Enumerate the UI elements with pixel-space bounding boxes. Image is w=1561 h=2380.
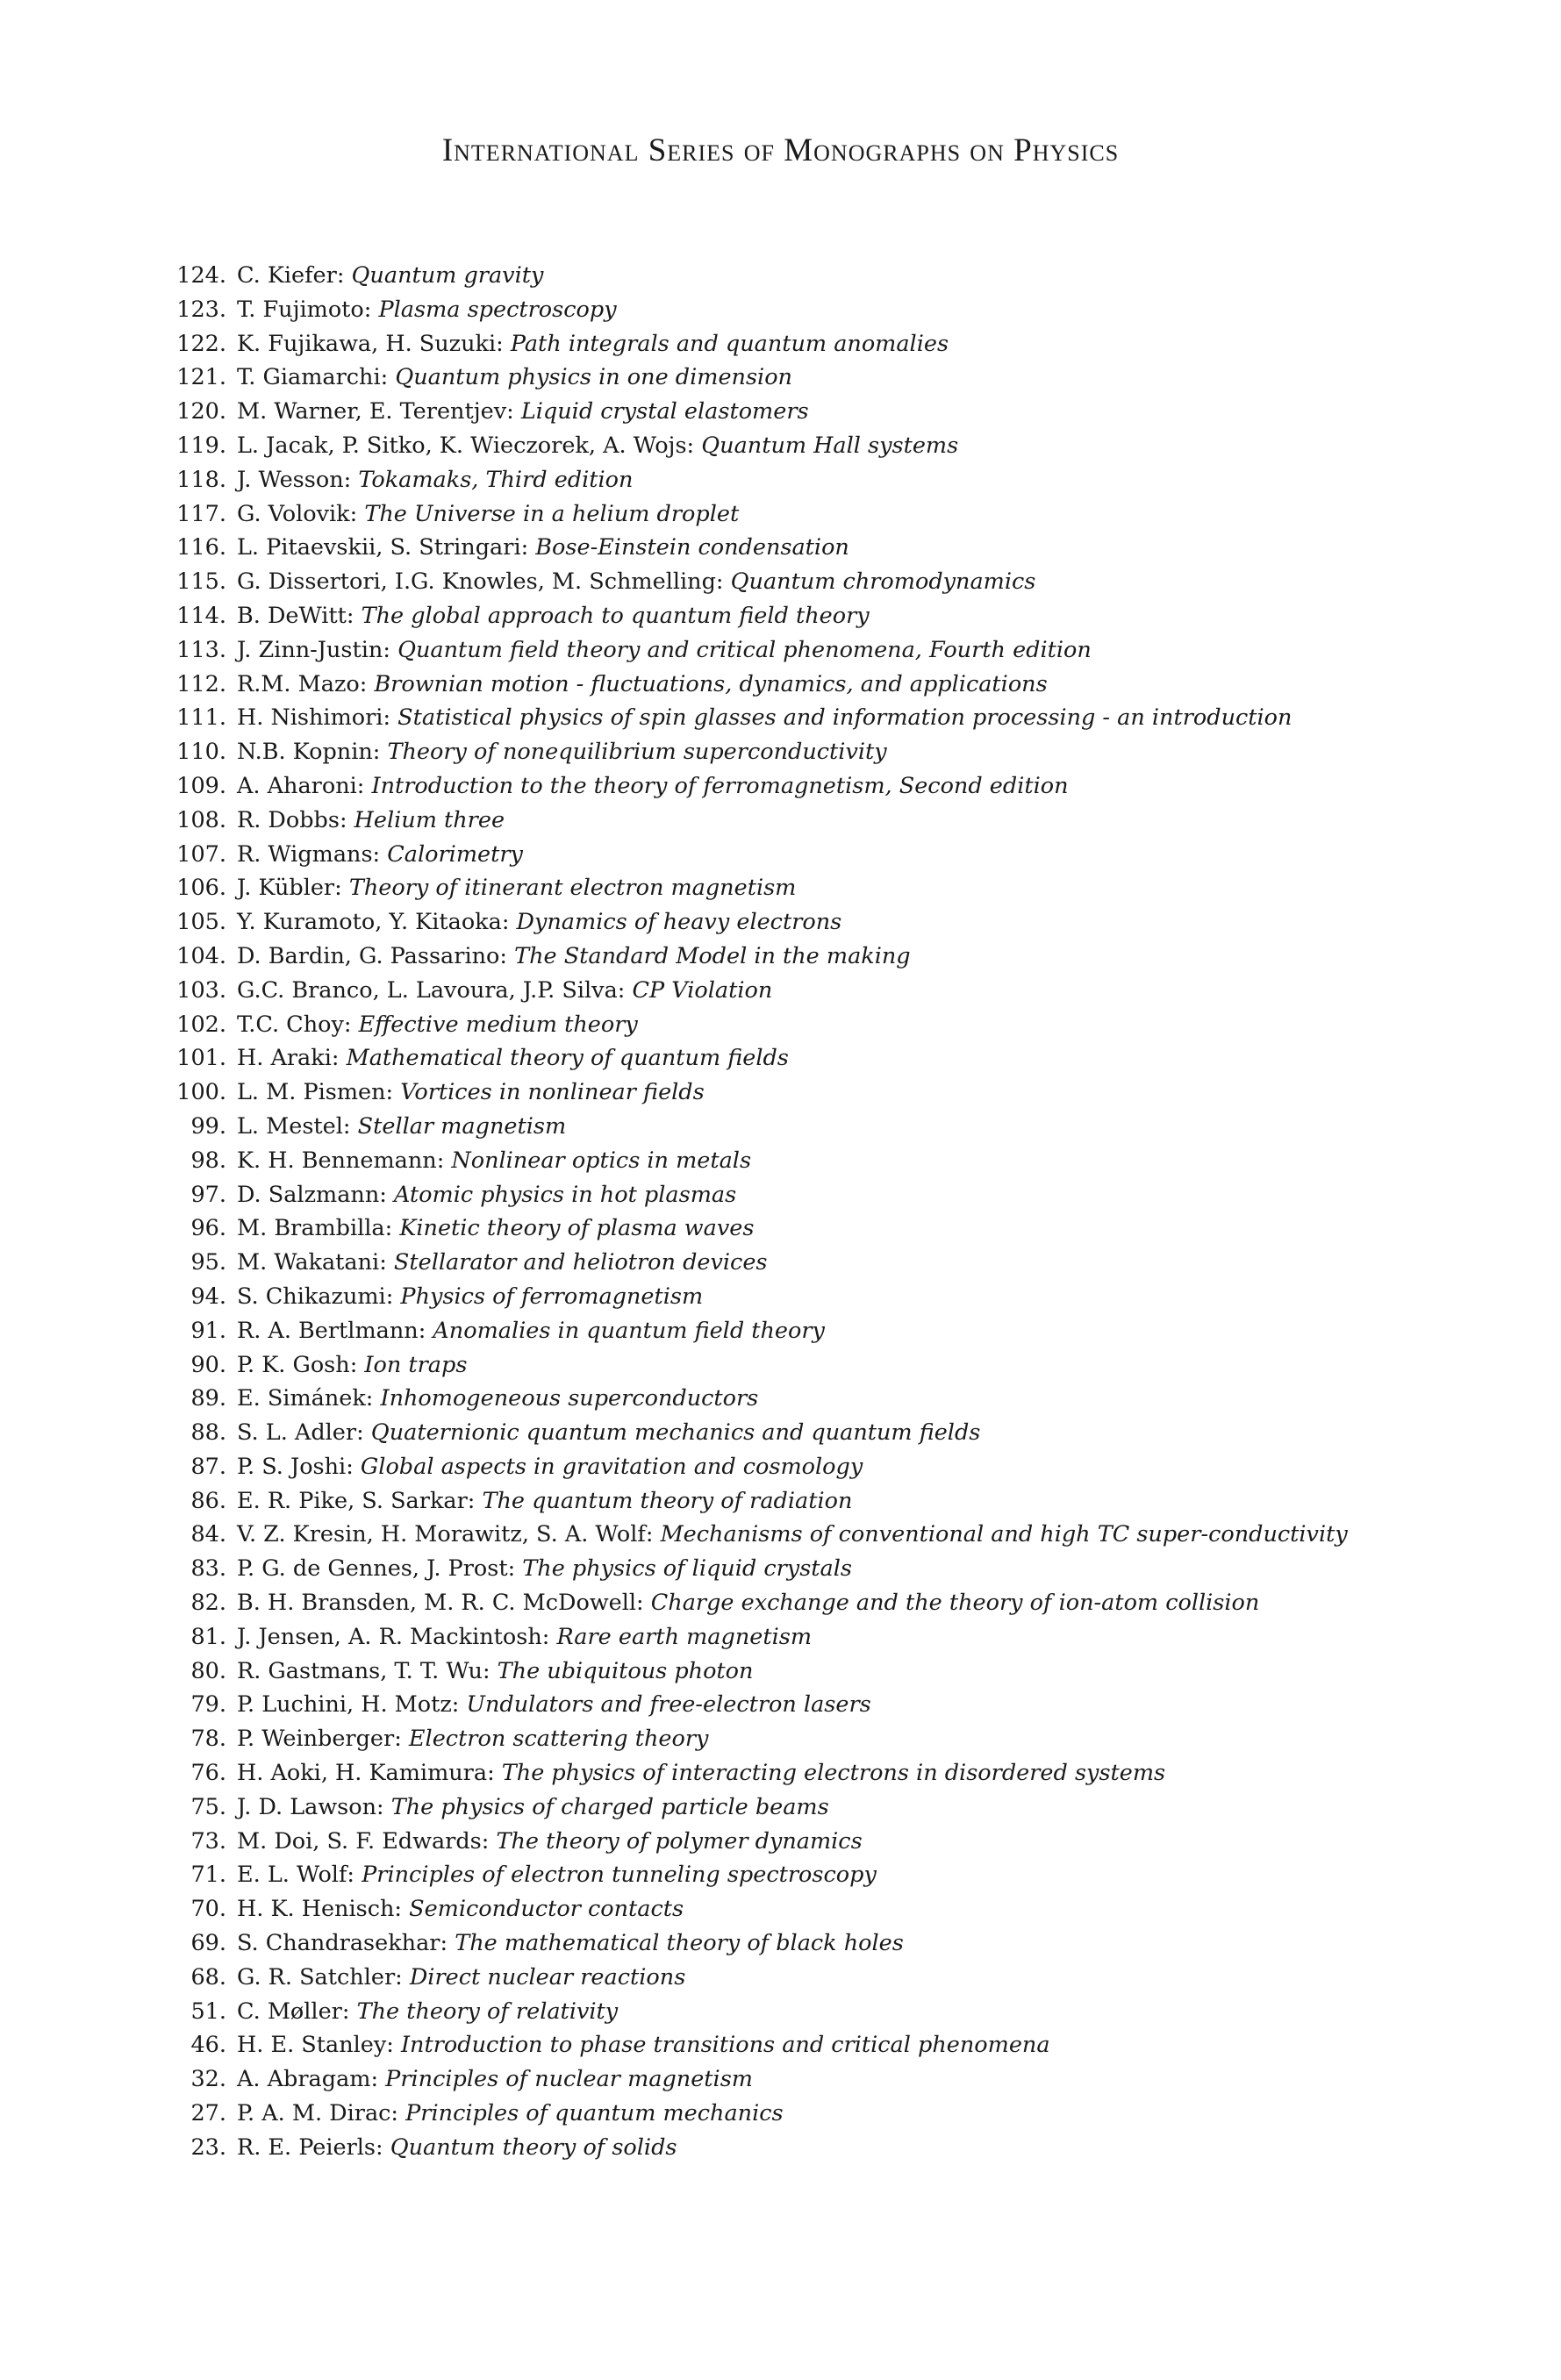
book-title: Mechanisms of conventional and high TC super-conductivity — [660, 1521, 1348, 1548]
book-citation — [226, 1348, 1483, 1383]
book-entry — [172, 2062, 1488, 2097]
book-citation — [226, 429, 1483, 463]
book-authors: H. K. Henisch: — [237, 1896, 403, 1923]
book-entry — [172, 1008, 1488, 1042]
book-authors: V. Z. Kresin, H. Morawitz, S. A. Wolf: — [237, 1521, 654, 1548]
book-entry — [172, 974, 1488, 1008]
book-entry — [172, 1484, 1488, 1519]
book-entry — [172, 735, 1488, 769]
book-number: 70. — [190, 1896, 226, 1923]
book-authors: H. Nishimori: — [237, 704, 391, 732]
book-citation — [226, 735, 1483, 769]
book-number: 94. — [190, 1283, 226, 1310]
book-citation — [226, 2097, 1483, 2131]
book-title: Stellarator and heliotron devices — [393, 1249, 768, 1276]
book-list — [172, 259, 1488, 2165]
book-citation — [226, 1076, 1483, 1110]
book-number: 119. — [176, 432, 226, 459]
book-title: The Standard Model in the making — [514, 942, 911, 969]
book-entry — [172, 1178, 1488, 1212]
book-authors: R. Wigmans: — [237, 840, 381, 868]
book-citation — [226, 1790, 1483, 1825]
book-citation — [226, 974, 1483, 1008]
book-entry — [172, 769, 1488, 804]
book-citation — [226, 599, 1483, 633]
book-entry — [172, 1926, 1488, 1961]
book-title: Atomic physics in hot plasmas — [393, 1181, 737, 1208]
book-number: 105. — [176, 909, 226, 936]
book-number: 122. — [176, 330, 226, 357]
book-citation — [226, 2062, 1483, 2097]
book-entry — [172, 2097, 1488, 2131]
book-citation — [226, 1314, 1483, 1348]
book-number: 109. — [176, 772, 226, 799]
book-authors: J. Kübler: — [237, 875, 342, 902]
book-citation — [226, 905, 1483, 940]
book-entry — [172, 395, 1488, 429]
book-citation — [226, 1484, 1483, 1519]
book-entry — [172, 2131, 1488, 2165]
book-number: 121. — [176, 364, 226, 391]
book-authors: S. Chikazumi: — [237, 1283, 394, 1310]
book-entry — [172, 871, 1488, 905]
book-authors: P. S. Joshi: — [237, 1453, 354, 1480]
book-authors: A. Abragam: — [237, 2066, 379, 2093]
book-number: 82. — [190, 1590, 226, 1617]
book-authors: H. E. Stanley: — [237, 2032, 394, 2059]
book-authors: B. H. Bransden, M. R. C. McDowell: — [237, 1590, 644, 1617]
book-authors: H. Araki: — [237, 1045, 340, 1072]
book-title: The theory of polymer dynamics — [496, 1827, 863, 1855]
book-citation — [226, 531, 1483, 565]
book-citation — [226, 1892, 1483, 1926]
book-citation — [226, 701, 1483, 735]
book-title: Tokamaks, Third edition — [358, 466, 634, 493]
book-number: 23. — [190, 2133, 226, 2161]
book-authors: E. R. Pike, S. Sarkar: — [237, 1487, 476, 1514]
book-number: 118. — [176, 466, 226, 493]
book-entry — [172, 1858, 1488, 1892]
book-entry — [172, 1586, 1488, 1620]
book-citation — [226, 1552, 1483, 1586]
book-number: 107. — [176, 840, 226, 868]
book-entry — [172, 1110, 1488, 1144]
book-citation — [226, 1144, 1483, 1178]
book-authors: G. Volovik: — [237, 500, 358, 527]
book-number: 108. — [176, 806, 226, 833]
book-title: Charge exchange and the theory of ion-atom collision — [650, 1590, 1260, 1617]
book-title: The quantum theory of radiation — [482, 1487, 853, 1514]
book-number: 113. — [176, 636, 226, 663]
book-authors: L. Mestel: — [237, 1112, 351, 1140]
book-citation — [226, 1008, 1483, 1042]
book-number: 83. — [190, 1555, 226, 1583]
book-number: 79. — [190, 1691, 226, 1719]
book-title: Dynamics of heavy electrons — [516, 909, 842, 936]
book-entry — [172, 1961, 1488, 1995]
book-entry — [172, 1655, 1488, 1689]
book-title: The mathematical theory of black holes — [455, 1930, 904, 1957]
book-entry — [172, 1892, 1488, 1926]
book-citation — [226, 1246, 1483, 1280]
book-number: 51. — [190, 1998, 226, 2025]
book-number: 84. — [190, 1521, 226, 1548]
book-entry — [172, 565, 1488, 599]
book-authors: P. A. M. Dirac: — [237, 2100, 399, 2127]
book-entry — [172, 1620, 1488, 1655]
book-title: Mathematical theory of quantum fields — [346, 1045, 789, 1072]
book-entry — [172, 293, 1488, 327]
book-title: Quantum theory of solids — [390, 2133, 677, 2161]
book-number: 120. — [176, 398, 226, 425]
book-authors: L. Pitaevskii, S. Stringari: — [237, 534, 529, 561]
book-citation — [226, 668, 1483, 702]
book-title: Rare earth magnetism — [556, 1623, 813, 1650]
book-title: The theory of relativity — [356, 1998, 619, 2025]
book-entry — [172, 1211, 1488, 1246]
book-number: 116. — [176, 534, 226, 561]
book-entry — [172, 804, 1488, 838]
book-authors: J. D. Lawson: — [237, 1793, 384, 1820]
book-entry — [172, 361, 1488, 395]
book-entry — [172, 1076, 1488, 1110]
book-title: Theory of itinerant electron magnetism — [348, 875, 797, 902]
book-number: 91. — [190, 1317, 226, 1344]
book-title: Undulators and free-electron lasers — [466, 1691, 871, 1719]
book-authors: R. A. Bertlmann: — [237, 1317, 426, 1344]
book-authors: R.M. Mazo: — [237, 670, 368, 697]
book-authors: S. Chandrasekhar: — [237, 1930, 448, 1957]
book-title: Semiconductor contacts — [409, 1896, 684, 1923]
book-authors: R. E. Peierls: — [237, 2133, 383, 2161]
book-number: 102. — [176, 1011, 226, 1038]
book-number: 124. — [176, 262, 226, 289]
book-number: 115. — [176, 568, 226, 596]
book-entry — [172, 701, 1488, 735]
book-authors: J. Zinn-Justin: — [237, 636, 390, 663]
book-entry — [172, 1314, 1488, 1348]
book-entry — [172, 1382, 1488, 1416]
book-authors: G.C. Branco, L. Lavoura, J.P. Silva: — [237, 976, 626, 1004]
book-number: 27. — [190, 2100, 226, 2127]
book-entry — [172, 497, 1488, 532]
book-authors: G. R. Satchler: — [237, 1963, 403, 1990]
book-number: 73. — [190, 1827, 226, 1855]
book-number: 88. — [190, 1419, 226, 1447]
book-number: 32. — [190, 2066, 226, 2093]
book-citation — [226, 1416, 1483, 1450]
book-title: Plasma spectroscopy — [378, 296, 617, 323]
book-number: 80. — [190, 1657, 226, 1684]
book-title: Quantum chromodynamics — [730, 568, 1036, 596]
book-entry — [172, 1995, 1488, 2029]
book-entry — [172, 1756, 1488, 1790]
book-authors: B. DeWitt: — [237, 602, 354, 629]
book-title: Statistical physics of spin glasses and information processing - an introduction — [397, 704, 1292, 732]
book-authors: S. L. Adler: — [237, 1419, 364, 1447]
book-number: 75. — [190, 1793, 226, 1820]
book-title: Brownian motion - fluctuations, dynamics, and applications — [374, 670, 1048, 697]
book-authors: J. Jensen, A. R. Mackintosh: — [237, 1623, 550, 1650]
book-title: Vortices in nonlinear fields — [400, 1079, 705, 1106]
book-entry — [172, 1688, 1488, 1722]
book-citation — [226, 293, 1483, 327]
book-title: Path integrals and quantum anomalies — [510, 330, 949, 357]
book-entry — [172, 1280, 1488, 1314]
book-citation — [226, 1586, 1483, 1620]
book-number: 71. — [190, 1862, 226, 1889]
book-title: The physics of interacting electrons in disordered systems — [501, 1760, 1166, 1787]
book-number: 69. — [190, 1930, 226, 1957]
book-number: 123. — [176, 296, 226, 323]
book-title: Principles of nuclear magnetism — [385, 2066, 753, 2093]
book-number: 76. — [190, 1760, 226, 1787]
book-entry — [172, 1144, 1488, 1178]
book-number: 89. — [190, 1385, 226, 1412]
book-citation — [226, 871, 1483, 905]
book-title: Kinetic theory of plasma waves — [399, 1215, 755, 1242]
book-citation — [226, 633, 1483, 668]
book-citation — [226, 769, 1483, 804]
book-number: 114. — [176, 602, 226, 629]
book-entry — [172, 429, 1488, 463]
book-citation — [226, 1722, 1483, 1756]
book-entry — [172, 1246, 1488, 1280]
book-citation — [226, 1995, 1483, 2029]
book-authors: P. K. Gosh: — [237, 1351, 358, 1378]
book-title: The global approach to quantum field theory — [361, 602, 870, 629]
book-entry — [172, 259, 1488, 293]
book-entry — [172, 2028, 1488, 2062]
book-citation — [226, 838, 1483, 872]
book-authors: P. G. de Gennes, J. Prost: — [237, 1555, 516, 1583]
book-authors: E. L. Wolf: — [237, 1862, 354, 1889]
book-number: 86. — [190, 1487, 226, 1514]
book-title: Nonlinear optics in metals — [451, 1147, 752, 1174]
book-citation — [226, 1178, 1483, 1212]
book-citation — [226, 1382, 1483, 1416]
book-citation — [226, 1858, 1483, 1892]
book-entry — [172, 1825, 1488, 1859]
book-number: 110. — [176, 739, 226, 766]
book-title: Introduction to the theory of ferromagnetism, Second edition — [371, 772, 1069, 799]
book-authors: P. Luchini, H. Motz: — [237, 1691, 460, 1719]
book-number: 90. — [190, 1351, 226, 1378]
book-title: Bose-Einstein condensation — [535, 534, 849, 561]
book-authors: D. Salzmann: — [237, 1181, 387, 1208]
book-title: Quantum Hall systems — [701, 432, 959, 459]
book-authors: M. Warner, E. Terentjev: — [237, 398, 514, 425]
book-citation — [226, 361, 1483, 395]
book-title: The physics of charged particle beams — [390, 1793, 829, 1820]
book-citation — [226, 1961, 1483, 1995]
book-entry — [172, 463, 1488, 497]
book-entry — [172, 633, 1488, 668]
book-number: 96. — [190, 1215, 226, 1242]
book-number: 103. — [176, 976, 226, 1004]
book-authors: P. Weinberger: — [237, 1726, 402, 1753]
book-entry — [172, 1041, 1488, 1076]
book-citation — [226, 259, 1483, 293]
book-entry — [172, 327, 1488, 361]
book-title: Principles of electron tunneling spectroscopy — [362, 1862, 877, 1889]
book-citation — [226, 1688, 1483, 1722]
book-authors: J. Wesson: — [237, 466, 352, 493]
book-citation — [226, 1211, 1483, 1246]
book-title: Quantum field theory and critical phenomena, Fourth edition — [397, 636, 1092, 663]
book-citation — [226, 1518, 1404, 1552]
book-citation — [226, 2131, 1483, 2165]
book-number: 99. — [190, 1112, 226, 1140]
book-title: Effective medium theory — [358, 1011, 638, 1038]
book-title: Ion traps — [364, 1351, 468, 1378]
book-number: 104. — [176, 942, 226, 969]
book-title: The physics of liquid crystals — [522, 1555, 852, 1583]
book-number: 111. — [176, 704, 226, 732]
book-citation — [226, 1926, 1483, 1961]
book-entry — [172, 1722, 1488, 1756]
book-authors: G. Dissertori, I.G. Knowles, M. Schmelling: — [237, 568, 724, 596]
book-entry — [172, 1790, 1488, 1825]
book-number: 112. — [176, 670, 226, 697]
book-citation — [226, 940, 1483, 974]
book-title: Anomalies in quantum field theory — [433, 1317, 825, 1344]
book-authors: K. Fujikawa, H. Suzuki: — [237, 330, 504, 357]
book-entry — [172, 1416, 1488, 1450]
book-authors: Y. Kuramoto, Y. Kitaoka: — [237, 909, 510, 936]
book-entry — [172, 1348, 1488, 1383]
book-authors: C. Kiefer: — [237, 262, 345, 289]
book-citation — [226, 463, 1483, 497]
book-entry — [172, 668, 1488, 702]
book-entry — [172, 599, 1488, 633]
book-citation — [226, 1655, 1483, 1689]
book-authors: A. Aharoni: — [237, 772, 365, 799]
book-title: Quantum physics in one dimension — [395, 364, 792, 391]
book-authors: C. Møller: — [237, 1998, 350, 2025]
book-title: Global aspects in gravitation and cosmology — [360, 1453, 863, 1480]
book-title: Liquid crystal elastomers — [520, 398, 809, 425]
book-authors: M. Brambilla: — [237, 1215, 393, 1242]
book-title: Helium three — [354, 806, 505, 833]
book-citation — [226, 1756, 1483, 1790]
book-number: 78. — [190, 1726, 226, 1753]
book-title: Stellar magnetism — [357, 1112, 567, 1140]
book-number: 81. — [190, 1623, 226, 1650]
book-entry — [172, 905, 1488, 940]
book-number: 87. — [190, 1453, 226, 1480]
book-title: Calorimetry — [387, 840, 523, 868]
book-entry — [172, 531, 1488, 565]
book-title: Introduction to phase transitions and critical phenomena — [400, 2032, 1050, 2059]
book-number: 117. — [176, 500, 226, 527]
book-citation — [226, 804, 1483, 838]
book-entry — [172, 1518, 1488, 1552]
book-title: Principles of quantum mechanics — [405, 2100, 784, 2127]
book-authors: M. Doi, S. F. Edwards: — [237, 1827, 490, 1855]
book-citation — [226, 1110, 1483, 1144]
book-number: 106. — [176, 875, 226, 902]
book-citation — [226, 1825, 1483, 1859]
book-authors: L. M. Pismen: — [237, 1079, 394, 1106]
book-entry — [172, 1552, 1488, 1586]
book-authors: L. Jacak, P. Sitko, K. Wieczorek, A. Wojs: — [237, 432, 695, 459]
book-citation — [226, 1280, 1483, 1314]
book-citation — [226, 497, 1483, 532]
book-title: Electron scattering theory — [408, 1726, 709, 1753]
book-title: Theory of nonequilibrium superconductivity — [387, 739, 887, 766]
book-authors: E. Simánek: — [237, 1385, 374, 1412]
book-entry — [172, 940, 1488, 974]
book-number: 100. — [176, 1079, 226, 1106]
book-authors: R. Dobbs: — [237, 806, 347, 833]
book-title: Inhomogeneous superconductors — [380, 1385, 759, 1412]
book-citation — [226, 327, 1483, 361]
book-entry — [172, 1450, 1488, 1484]
book-authors: N.B. Kopnin: — [237, 739, 381, 766]
book-number: 68. — [190, 1963, 226, 1990]
book-citation — [226, 1041, 1483, 1076]
book-title: Direct nuclear reactions — [409, 1963, 686, 1990]
series-title: International Series of Monographs on Physics — [441, 132, 1120, 168]
book-title: Quaternionic quantum mechanics and quantum fields — [370, 1419, 981, 1447]
book-number: 95. — [190, 1249, 226, 1276]
book-number: 101. — [176, 1045, 226, 1072]
book-authors: K. H. Bennemann: — [237, 1147, 445, 1174]
book-title: Quantum gravity — [351, 262, 544, 289]
book-citation — [226, 2028, 1483, 2062]
book-authors: T.C. Choy: — [237, 1011, 352, 1038]
book-title: CP Violation — [632, 976, 773, 1004]
book-authors: H. Aoki, H. Kamimura: — [237, 1760, 495, 1787]
book-citation — [226, 565, 1483, 599]
book-citation — [226, 395, 1483, 429]
book-authors: T. Fujimoto: — [237, 296, 372, 323]
book-number: 97. — [190, 1181, 226, 1208]
book-authors: M. Wakatani: — [237, 1249, 387, 1276]
book-authors: T. Giamarchi: — [237, 364, 389, 391]
book-citation — [226, 1450, 1483, 1484]
book-authors: D. Bardin, G. Passarino: — [237, 942, 507, 969]
book-number: 98. — [190, 1147, 226, 1174]
book-title: Physics of ferromagnetism — [400, 1283, 704, 1310]
book-title: The Universe in a helium droplet — [364, 500, 740, 527]
book-authors: R. Gastmans, T. T. Wu: — [237, 1657, 490, 1684]
book-title: The ubiquitous photon — [497, 1657, 754, 1684]
book-citation — [226, 1620, 1483, 1655]
book-entry — [172, 838, 1488, 872]
book-number: 46. — [190, 2032, 226, 2059]
